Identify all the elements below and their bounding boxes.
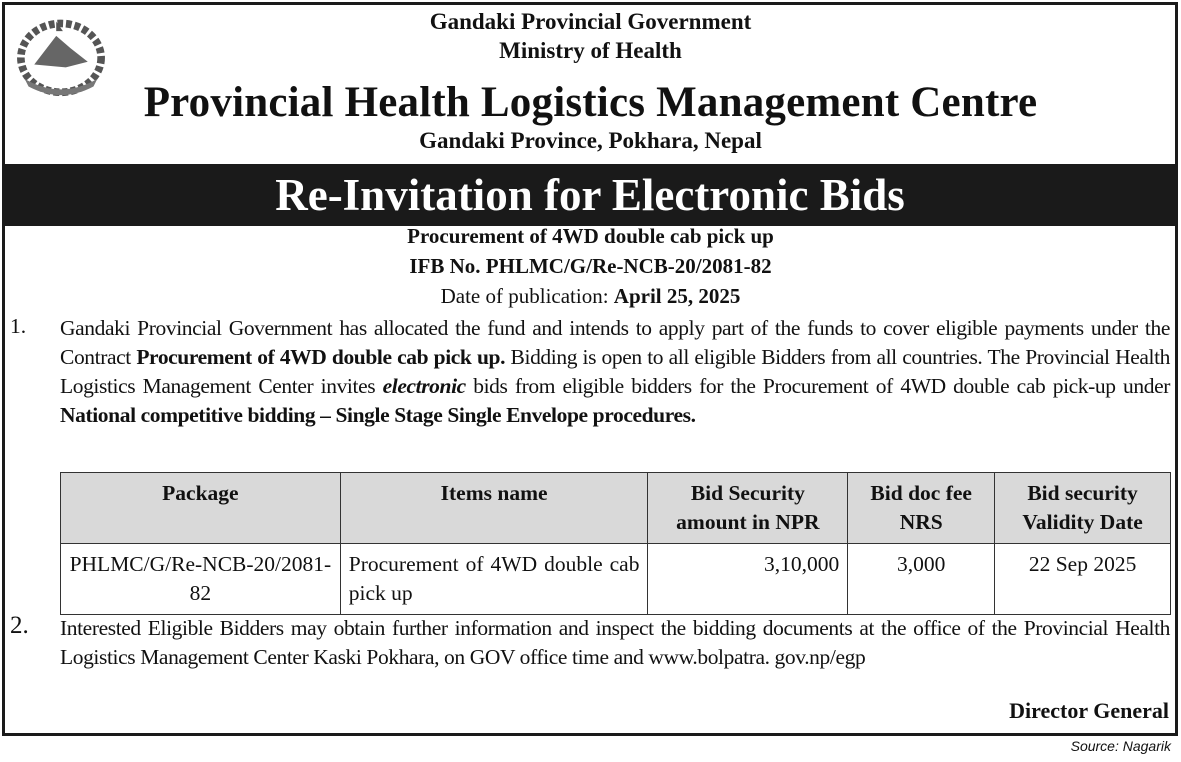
government-name: Gandaki Provincial Government — [429, 9, 752, 34]
para2-number: 2. — [10, 612, 29, 639]
para1-number: 1. — [10, 314, 27, 338]
col-package: Package — [61, 473, 341, 544]
col-bid-security: Bid Security amount in NPR — [648, 473, 848, 544]
text: Procurement of 4WD double cab pick up. — [136, 345, 506, 369]
paragraph-1 — [60, 314, 1170, 430]
table-row — [61, 544, 1171, 615]
ministry-name: Ministry of Health — [499, 38, 682, 63]
date-value: April 25, 2025 — [613, 284, 741, 308]
paragraph-2: Interested Eligible Bidders may obtain further information and inspect the bidding documents at the office of the Provincial Health Logistics Management Center Kaski Pokhara, on GOV office time and www.bolpatra. gov.np/egp — [60, 616, 1170, 669]
notice-title: Re-Invitation for Electronic Bids — [2, 164, 1178, 226]
col-items: Items name — [340, 473, 648, 544]
cell-doc-fee: 3,000 — [848, 544, 995, 615]
text: Gandaki Provincial Government has allocated the fund and intends to apply part of the funds to cover eligible payments under the Contract — [60, 316, 1170, 369]
procurement-subtitle: Procurement of 4WD double cab pick up — [407, 224, 774, 248]
text: electronic — [382, 374, 466, 398]
bid-table — [60, 472, 1171, 615]
text: Bidding is open to all eligible Bidders from all countries. The Provincial Health Logistics Management Center invites — [60, 345, 1170, 398]
cell-package: PHLMC/G/Re-NCB-20/2081-82 — [61, 544, 341, 615]
source-credit: Source: Nagarik — [1070, 738, 1171, 754]
text: National competitive bidding – Single Stage Single Envelope procedures. — [60, 403, 696, 427]
col-doc-fee: Bid doc fee NRS — [848, 473, 995, 544]
location: Gandaki Province, Pokhara, Nepal — [419, 128, 762, 153]
signatory: Director General — [1009, 698, 1169, 723]
centre-name: Provincial Health Logistics Management Centre — [143, 79, 1038, 126]
table-header-row — [61, 473, 1171, 544]
cell-validity: 22 Sep 2025 — [995, 544, 1171, 615]
cell-items: Procurement of 4WD double cab pick up — [340, 544, 648, 615]
col-validity: Bid security Validity Date — [995, 473, 1171, 544]
ifb-number: IFB No. PHLMC/G/Re-NCB-20/2081-82 — [409, 254, 772, 278]
cell-bid-security: 3,10,000 — [648, 544, 848, 615]
publication-date — [0, 284, 1181, 309]
date-label: Date of publication: — [440, 284, 614, 308]
text: bids from eligible bidders for the Procurement of 4WD double cab pick-up under — [465, 374, 1171, 398]
